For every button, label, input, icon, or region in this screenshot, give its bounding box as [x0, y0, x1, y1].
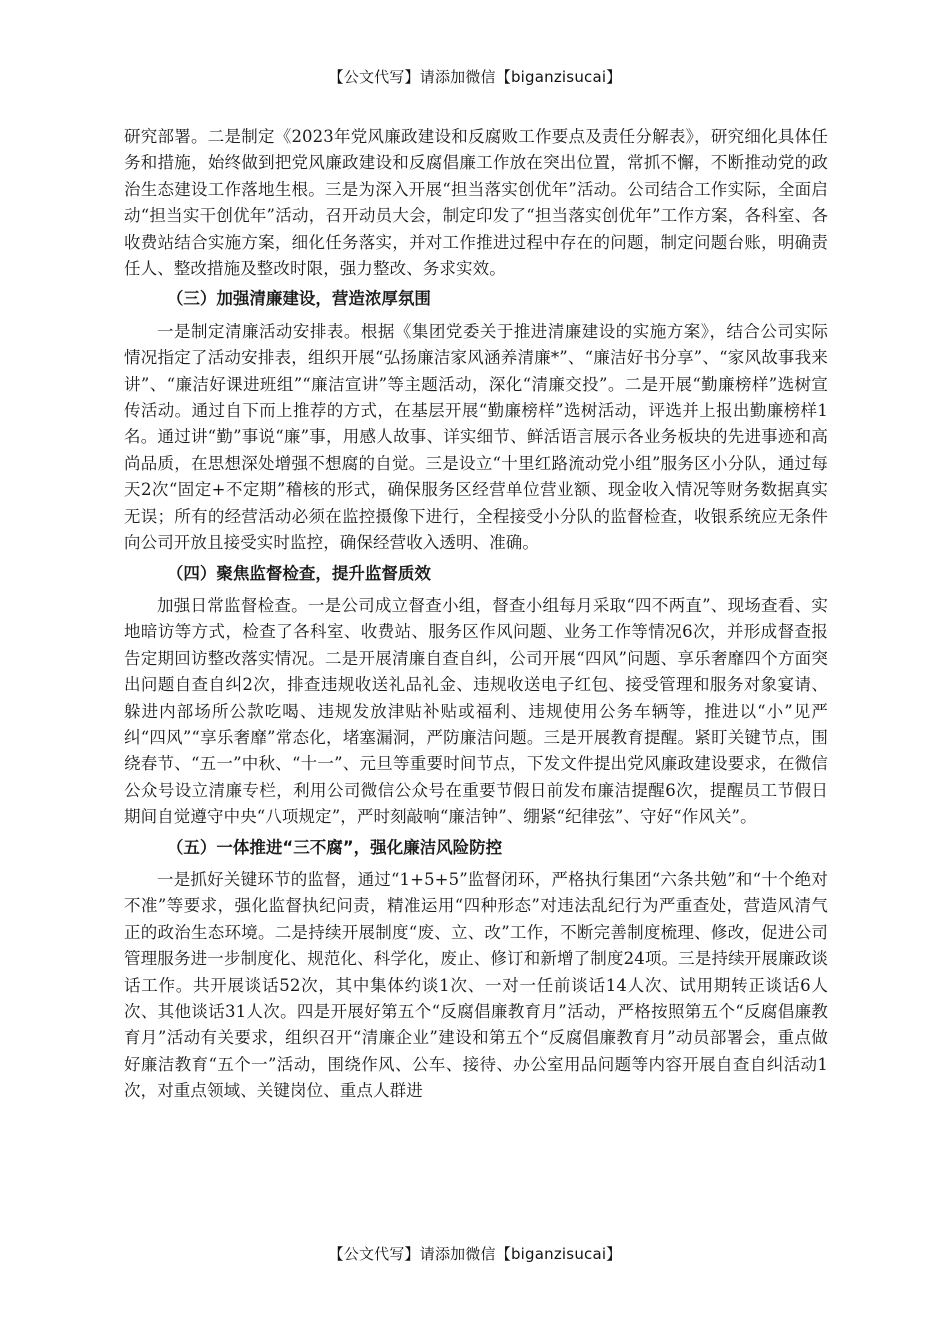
section-heading-5: （五）一体推进“三不腐”，强化廉洁风险防控 — [166, 837, 503, 857]
paragraph-section-4: 加强日常监督检查。一是公司成立督查小组，督查小组每月采取“四不两直”、现场查看、实地暗访等方式，检查了各科室、收费站、服务区作风问题、业务工作等情况6次，并形成督查报告定期回访整改落实情况。二是开展清廉自查自纠，公司开展“四风”问题、享乐奢靡四个方面突出问题自查自纠2次，排查违规收送礼品礼金、违规收送电子红包、接受管理和服务对象宴请、躲进内部场所公款吃喝、违规发放津贴补贴或福利、违规使用公务车辆等，推进以“小”见严纠“四风”“享乐奢靡”常态化，堵塞漏洞，严防廉洁问题。三是开展教育提醒。紧盯关键节点，围绕春节、“五一”中秋、“十一”、元旦等重要时间节点，下发文件提出党风廉政建设要求，在微信公众号设立清廉专栏，利用公司微信公众号在重要节假日前发布廉洁提醒6次，提醒员工节假日期间自觉遵守中央“八项规定”，严时刻敲响“廉洁钟”、绷紧“纪律弦”、守好“作风关”。 — [124, 595, 828, 827]
paragraph-section-3: 一是制定清廉活动安排表。根据《集团党委关于推进清廉建设的实施方案》，结合公司实际情况指定了活动安排表，组织开展“弘扬廉洁家风涵养清廉*”、“廉洁好书分享”、“家风故事我来讲”、“廉洁好课进班组”“廉洁宣讲”等主题活动，深化“清廉交投”。二是开展“勤廉榜样”选树宣传活动。通过自下而上推荐的方式，在基层开展“勤廉榜样”选树活动，评选并上报出勤廉榜样1名。通过讲“勤”事说“廉”事，用感人故事、详实细节、鲜活语言展示各业务板块的先进事迹和高尚品质，在思想深处增强不想腐的自觉。三是设立“十里红路流动党小组”服务区小分队，通过每天2次“固定+不定期”稽核的形式，确保服务区经营单位营业额、现金收入情况等财务数据真实无误；所有的经营活动必须在监控摄像下进行，全程接受小分队的监督检查，收银系统应无条件向公司开放且接受实时监控，确保经营收入透明、准确。 — [124, 321, 828, 553]
section-heading-3: （三）加强清廉建设，营造浓厚氛围 — [166, 289, 431, 309]
paragraph-section-5: 一是抓好关键环节的监督，通过“1+5+5”监督闭环，严格执行集团“六条共勉”和“十个绝对不准”等要求，强化监督执纪问责，精准运用“四种形态”对违法乱纪行为严重查处，营造风清气正的政治生态环境。二是持续开展制度“废、立、改”工作，不断完善制度梳理、修改，促进公司管理服务进一步制度化、规范化、科学化，废止、修订和新增了制度24项。三是持续开展廉政谈话工作。共开展谈话52次，其中集体约谈1次、一对一任前谈话14人次、试用期转正谈话6人次、其他谈话31人次。四是开展好第五个“反腐倡廉教育月”活动，严格按照第五个“反腐倡廉教育月”活动有关要求，组织召开“清廉企业”建设和第五个“反腐倡廉教育月”动员部署会，重点做好廉洁教育“五个一”活动，围绕作风、公车、接待、办公室用品问题等内容开展自查自纠活动1次，对重点领域、关键岗位、重点人群进 — [124, 869, 828, 1101]
page-header: 【公文代写】请添加微信【biganzisucai】 — [328, 68, 622, 86]
paragraph-intro: 研究部署。二是制定《2023年党风廉政建设和反腐败工作要点及责任分解表》，研究细化具体任务和措施，始终做到把党风廉政建设和反腐倡廉工作放在突出位置，常抓不懈，不断推动党的政治生态建设工作落地生根。三是为深入开展“担当落实创优年”活动。公司结合工作实际，全面启动“担当实干创优年”活动，召开动员大会，制定印发了“担当落实创优年”工作方案，各科室、各收费站结合实施方案，细化任务落实，并对工作推进过程中存在的问题，制定问题台账，明确责任人、整改措施及整改时限，强力整改、务求实效。 — [124, 127, 828, 279]
section-heading-4: （四）聚焦监督检查，提升监督质效 — [166, 563, 431, 583]
document-body — [124, 124, 828, 1105]
page-footer: 【公文代写】请添加微信【biganzisucai】 — [328, 1245, 622, 1263]
